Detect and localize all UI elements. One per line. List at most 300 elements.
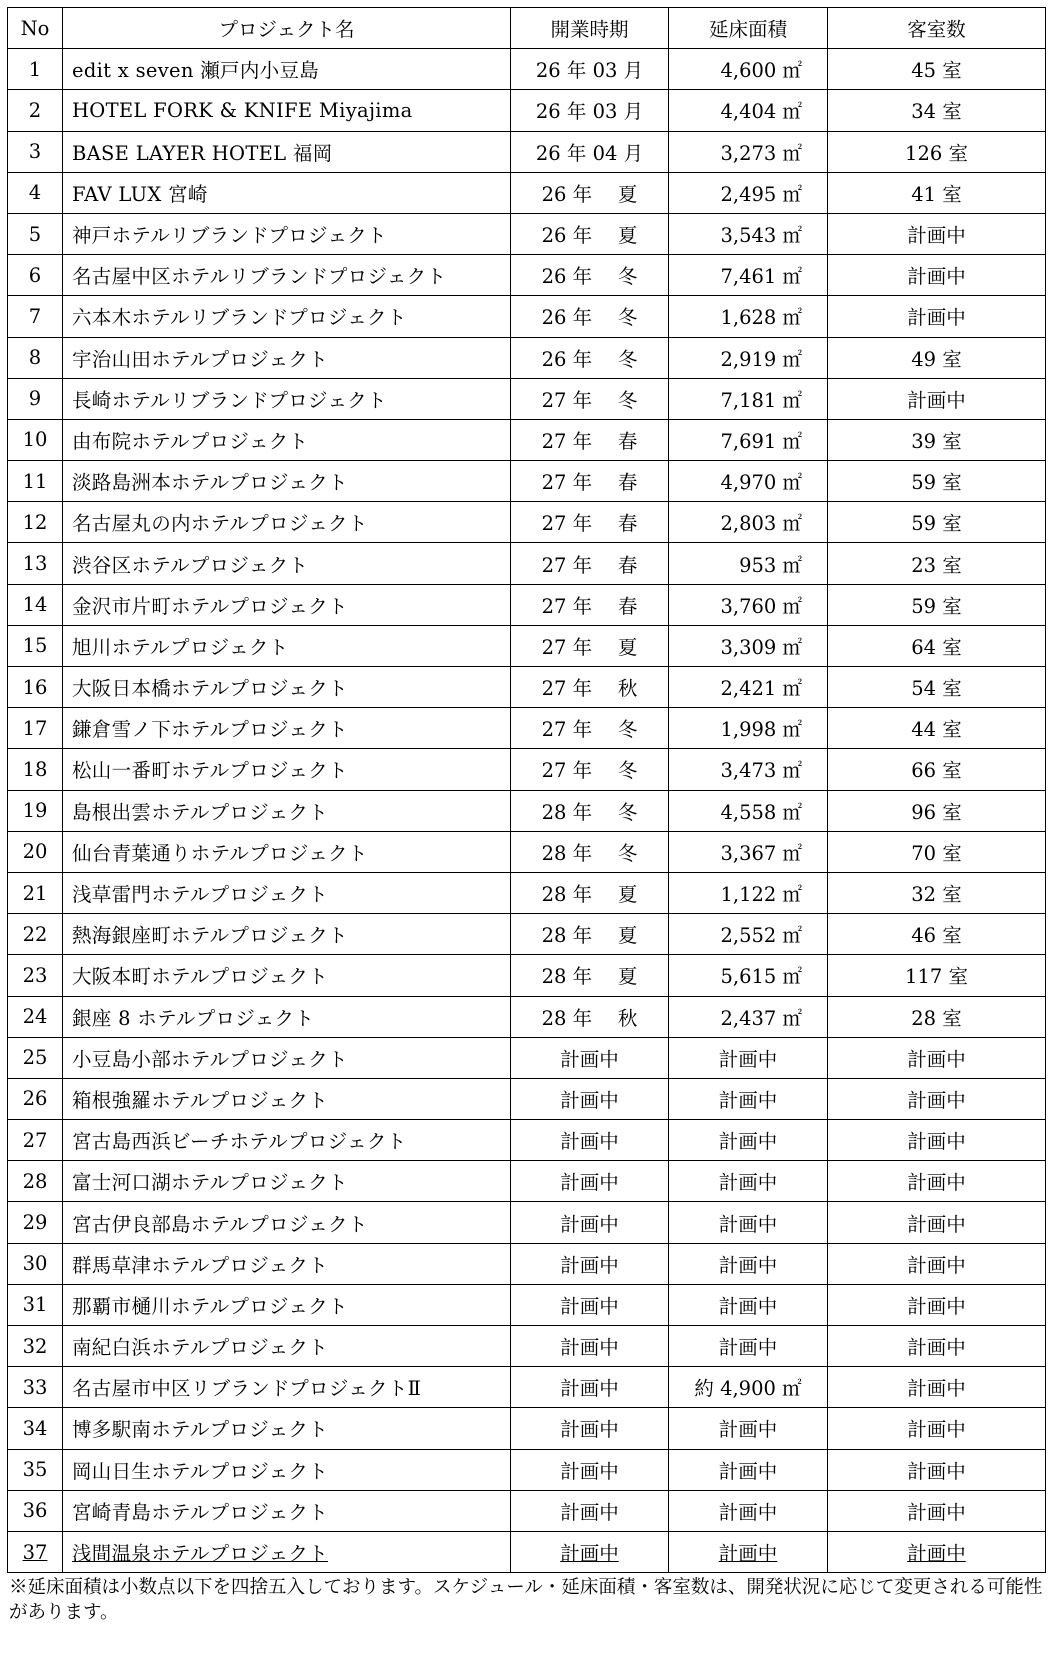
row-number	[8, 1120, 63, 1161]
opening-period	[511, 625, 669, 666]
row-number	[8, 749, 63, 790]
project-name-text: 富士河口湖ホテルプロジェクト	[72, 1171, 348, 1195]
floor-area	[669, 461, 828, 502]
row-number	[8, 1202, 63, 1243]
row-number-text: 2	[28, 98, 42, 122]
room-count-text: 計画中	[907, 1377, 966, 1401]
project-name-text: 六本木ホテルリブランドプロジェクト	[72, 306, 407, 330]
table-row	[8, 584, 1046, 625]
table-row	[8, 872, 1046, 913]
opening-period	[511, 543, 669, 584]
row-number	[8, 378, 63, 419]
floor-area-text: 3,760 ㎡	[720, 594, 802, 618]
floor-area-text: 計画中	[718, 1294, 778, 1318]
project-name-text: 箱根強羅ホテルプロジェクト	[72, 1088, 329, 1112]
floor-area-text: 計画中	[718, 1047, 778, 1071]
floor-area	[669, 1284, 828, 1325]
row-number-text: 20	[22, 840, 48, 864]
row-number	[8, 172, 63, 213]
opening-period	[511, 172, 669, 213]
room-count-text: 計画中	[907, 1088, 966, 1112]
project-name-text: 神戸ホテルリブランドプロジェクト	[72, 224, 387, 248]
room-count	[828, 1202, 1046, 1243]
room-count-text: 計画中	[907, 1418, 966, 1442]
row-number	[8, 419, 63, 460]
room-count	[828, 131, 1046, 172]
row-number	[8, 625, 63, 666]
room-count	[828, 996, 1046, 1037]
opening-period-text: 26 年 冬	[541, 265, 638, 289]
room-count-text: 計画中	[907, 1459, 966, 1483]
project-name-text: 浅草雷門ホテルプロジェクト	[72, 883, 329, 907]
opening-period-text: 28 年 夏	[541, 883, 638, 907]
floor-area-text: 3,543 ㎡	[720, 224, 802, 248]
row-number	[8, 296, 63, 337]
room-count-text: 34 室	[911, 100, 962, 124]
floor-area	[669, 667, 828, 708]
room-count-text: 39 室	[911, 429, 962, 453]
floor-area	[669, 49, 828, 90]
room-count	[828, 831, 1046, 872]
row-number	[8, 914, 63, 955]
table-row	[8, 213, 1046, 254]
opening-period-text: 計画中	[560, 1253, 619, 1277]
row-number-text: 26	[22, 1087, 48, 1111]
table-row	[8, 296, 1046, 337]
row-number	[8, 213, 63, 254]
room-count	[828, 419, 1046, 460]
opening-period	[511, 1161, 669, 1202]
opening-period-text: 27 年 春	[541, 594, 638, 618]
row-number	[8, 1490, 63, 1531]
header-opening-period: 開業時期	[511, 8, 669, 49]
opening-period	[511, 1202, 669, 1243]
opening-period-text: 27 年 冬	[541, 718, 638, 742]
room-count-text: 計画中	[907, 1253, 966, 1277]
opening-period-text: 計画中	[560, 1212, 619, 1236]
floor-area	[669, 1078, 828, 1119]
floor-area-text: 計画中	[718, 1418, 778, 1442]
table-row	[8, 255, 1046, 296]
project-name	[63, 749, 511, 790]
opening-period-text: 26 年 夏	[541, 182, 638, 206]
project-name	[63, 1408, 511, 1449]
room-count-text: 117 室	[905, 965, 968, 989]
project-name-text: 松山一番町ホテルプロジェクト	[72, 759, 348, 783]
opening-period-text: 計画中	[560, 1459, 619, 1483]
opening-period	[511, 1037, 669, 1078]
row-number-text: 18	[22, 757, 48, 781]
room-count-text: 49 室	[911, 347, 962, 371]
row-number-text: 29	[22, 1211, 48, 1235]
room-count	[828, 1326, 1046, 1367]
row-number-text: 19	[22, 799, 48, 823]
project-name	[63, 1367, 511, 1408]
floor-area-text: 953 ㎡	[739, 553, 802, 577]
project-name	[63, 914, 511, 955]
room-count-text: 計画中	[907, 1542, 966, 1566]
floor-area-text: 1,998 ㎡	[720, 718, 802, 742]
room-count-text: 45 室	[911, 59, 962, 83]
opening-period	[511, 1120, 669, 1161]
floor-area-text: 計画中	[718, 1336, 778, 1360]
room-count-text: 計画中	[907, 1047, 966, 1071]
floor-area	[669, 296, 828, 337]
row-number	[8, 831, 63, 872]
opening-period-text: 28 年 秋	[541, 1006, 638, 1030]
floor-area	[669, 419, 828, 460]
opening-period	[511, 1408, 669, 1449]
project-name-text: 仙台青葉通りホテルプロジェクト	[72, 841, 368, 865]
table-row	[8, 1449, 1046, 1490]
floor-area	[669, 213, 828, 254]
opening-period	[511, 996, 669, 1037]
opening-period-text: 計画中	[560, 1418, 619, 1442]
row-number	[8, 543, 63, 584]
row-number-text: 34	[22, 1416, 48, 1440]
opening-period	[511, 213, 669, 254]
room-count-text: 54 室	[911, 677, 962, 701]
opening-period-text: 27 年 冬	[541, 759, 638, 783]
table-body	[8, 49, 1046, 1573]
project-name	[63, 625, 511, 666]
floor-area	[669, 1161, 828, 1202]
room-count-text: 59 室	[911, 471, 962, 495]
floor-area-text: 2,495 ㎡	[720, 182, 802, 206]
project-name	[63, 543, 511, 584]
row-number-text: 3	[28, 140, 42, 164]
table-row	[8, 1367, 1046, 1408]
project-name-text: 銀座 8 ホテルプロジェクト	[72, 1006, 315, 1030]
project-name-text: HOTEL FORK & KNIFE Miyajima	[72, 98, 413, 122]
room-count	[828, 90, 1046, 131]
row-number	[8, 708, 63, 749]
row-number	[8, 502, 63, 543]
room-count-text: 計画中	[907, 265, 966, 289]
room-count	[828, 584, 1046, 625]
floor-area	[669, 1490, 828, 1531]
room-count	[828, 296, 1046, 337]
floor-area-text: 計画中	[718, 1500, 778, 1524]
table-row	[8, 996, 1046, 1037]
row-number	[8, 1243, 63, 1284]
project-name-text: 長崎ホテルリブランドプロジェクト	[72, 388, 387, 412]
table-row	[8, 1408, 1046, 1449]
table-row	[8, 625, 1046, 666]
row-number-text: 1	[28, 57, 42, 81]
project-name-text: 由布院ホテルプロジェクト	[72, 429, 309, 453]
project-name	[63, 708, 511, 749]
project-name	[63, 255, 511, 296]
opening-period-text: 26 年 夏	[541, 224, 638, 248]
header-no: No	[8, 8, 63, 49]
room-count-text: 計画中	[907, 1130, 966, 1154]
room-count	[828, 543, 1046, 584]
row-number-text: 25	[22, 1046, 48, 1070]
room-count-text: 計画中	[907, 1212, 966, 1236]
project-name-text: 群馬草津ホテルプロジェクト	[72, 1253, 329, 1277]
row-number	[8, 1531, 63, 1572]
floor-area-text: 7,691 ㎡	[720, 429, 802, 453]
floor-area	[669, 872, 828, 913]
opening-period-text: 27 年 夏	[541, 635, 638, 659]
row-number-text: 32	[22, 1334, 48, 1358]
floor-area	[669, 131, 828, 172]
floor-area-text: 計画中	[718, 1088, 778, 1112]
opening-period	[511, 584, 669, 625]
row-number-text: 13	[22, 552, 48, 576]
project-name-text: 浅間温泉ホテルプロジェクト	[72, 1542, 329, 1566]
table-row	[8, 1202, 1046, 1243]
project-name	[63, 584, 511, 625]
project-name-text: 名古屋市中区リブランドプロジェクトⅡ	[72, 1377, 422, 1401]
floor-area	[669, 1531, 828, 1572]
project-name	[63, 1449, 511, 1490]
project-name	[63, 296, 511, 337]
table-row	[8, 831, 1046, 872]
room-count	[828, 1367, 1046, 1408]
floor-area	[669, 502, 828, 543]
row-number-text: 16	[22, 675, 48, 699]
room-count-text: 計画中	[907, 1500, 966, 1524]
row-number-text: 27	[22, 1128, 48, 1152]
row-number-text: 21	[22, 881, 48, 905]
opening-period	[511, 667, 669, 708]
project-name	[63, 213, 511, 254]
floor-area-text: 1,628 ㎡	[720, 306, 802, 330]
project-name	[63, 378, 511, 419]
project-name-text: 宇治山田ホテルプロジェクト	[72, 347, 329, 371]
table-header-row	[8, 8, 1046, 49]
project-name-text: 熱海銀座町ホテルプロジェクト	[72, 924, 348, 948]
row-number	[8, 872, 63, 913]
floor-area	[669, 584, 828, 625]
floor-area-text: 2,919 ㎡	[720, 347, 802, 371]
room-count	[828, 1120, 1046, 1161]
opening-period-text: 26 年 冬	[541, 347, 638, 371]
row-number	[8, 461, 63, 502]
opening-period	[511, 1449, 669, 1490]
room-count-text: 計画中	[907, 224, 966, 248]
opening-period-text: 26 年 冬	[541, 306, 638, 330]
floor-area-text: 4,970 ㎡	[720, 471, 802, 495]
row-number-text: 5	[28, 222, 42, 246]
project-name	[63, 996, 511, 1037]
opening-period	[511, 749, 669, 790]
project-name	[63, 1161, 511, 1202]
row-number-text: 7	[28, 304, 42, 328]
room-count-text: 41 室	[911, 182, 962, 206]
room-count	[828, 790, 1046, 831]
opening-period-text: 26 年 03 月	[535, 100, 644, 124]
table-row	[8, 914, 1046, 955]
room-count	[828, 872, 1046, 913]
floor-area-text: 計画中	[718, 1171, 778, 1195]
row-number-text: 22	[22, 922, 48, 946]
project-name	[63, 1284, 511, 1325]
room-count	[828, 255, 1046, 296]
opening-period-text: 計画中	[560, 1336, 619, 1360]
floor-area-text: 計画中	[718, 1459, 778, 1483]
opening-period-text: 26 年 04 月	[535, 141, 644, 165]
table-row	[8, 419, 1046, 460]
room-count	[828, 708, 1046, 749]
footnote: ※延床面積は小数点以下を四捨五入しております。スケジュール・延床面積・客室数は、開発状況に応じて変更される可能性があります。	[9, 1577, 1043, 1624]
floor-area	[669, 1202, 828, 1243]
project-name	[63, 461, 511, 502]
room-count	[828, 49, 1046, 90]
room-count	[828, 1161, 1046, 1202]
opening-period-text: 計画中	[560, 1047, 619, 1071]
floor-area	[669, 831, 828, 872]
floor-area-text: 4,558 ㎡	[720, 800, 802, 824]
project-name-text: 島根出雲ホテルプロジェクト	[72, 800, 329, 824]
floor-area	[669, 90, 828, 131]
project-name-text: edit x seven 瀬戸内小豆島	[72, 59, 320, 83]
table-row	[8, 790, 1046, 831]
row-number-text: 8	[28, 346, 42, 370]
table-row	[8, 1161, 1046, 1202]
table-row	[8, 667, 1046, 708]
room-count	[828, 172, 1046, 213]
room-count-text: 計画中	[907, 1171, 966, 1195]
room-count	[828, 1078, 1046, 1119]
table-row	[8, 1037, 1046, 1078]
floor-area-text: 計画中	[718, 1253, 778, 1277]
opening-period	[511, 378, 669, 419]
project-name	[63, 1531, 511, 1572]
header-project-name: プロジェクト名	[63, 8, 511, 49]
opening-period	[511, 790, 669, 831]
room-count-text: 計画中	[907, 388, 966, 412]
project-name-text: 名古屋中区ホテルリブランドプロジェクト	[72, 265, 447, 289]
floor-area	[669, 914, 828, 955]
floor-area-text: 7,461 ㎡	[720, 265, 802, 289]
room-count-text: 70 室	[911, 841, 962, 865]
room-count-text: 計画中	[907, 1336, 966, 1360]
opening-period	[511, 1367, 669, 1408]
project-name-text: 那覇市樋川ホテルプロジェクト	[72, 1294, 348, 1318]
room-count	[828, 213, 1046, 254]
floor-area	[669, 1243, 828, 1284]
project-name-text: 大阪本町ホテルプロジェクト	[72, 965, 329, 989]
floor-area	[669, 1120, 828, 1161]
room-count-text: 23 室	[911, 553, 962, 577]
row-number-text: 24	[22, 1005, 48, 1029]
floor-area	[669, 543, 828, 584]
project-name	[63, 419, 511, 460]
project-name-text: 宮古伊良部島ホテルプロジェクト	[72, 1212, 368, 1236]
floor-area-text: 7,181 ㎡	[720, 388, 802, 412]
project-name-text: 大阪日本橋ホテルプロジェクト	[72, 677, 348, 701]
row-number-text: 33	[22, 1375, 48, 1399]
opening-period	[511, 1284, 669, 1325]
row-number-text: 36	[22, 1499, 48, 1523]
room-count-text: 59 室	[911, 512, 962, 536]
room-count-text: 46 室	[911, 924, 962, 948]
opening-period-text: 計画中	[560, 1542, 619, 1566]
header-floor-area: 延床面積	[669, 8, 828, 49]
row-number-text: 31	[22, 1293, 48, 1317]
opening-period-text: 計画中	[560, 1500, 619, 1524]
row-number-text: 11	[22, 469, 48, 493]
room-count-text: 44 室	[911, 718, 962, 742]
floor-area	[669, 955, 828, 996]
row-number	[8, 337, 63, 378]
floor-area-text: 計画中	[718, 1212, 778, 1236]
row-number	[8, 131, 63, 172]
floor-area-text: 2,437 ㎡	[720, 1006, 802, 1030]
opening-period	[511, 708, 669, 749]
room-count	[828, 378, 1046, 419]
floor-area	[669, 790, 828, 831]
floor-area-text: 計画中	[718, 1542, 778, 1566]
header-room-count: 客室数	[828, 8, 1046, 49]
project-name	[63, 831, 511, 872]
table-row	[8, 337, 1046, 378]
project-name	[63, 1037, 511, 1078]
floor-area	[669, 1037, 828, 1078]
project-name-text: 名古屋丸の内ホテルプロジェクト	[72, 512, 368, 536]
room-count-text: 96 室	[911, 800, 962, 824]
opening-period	[511, 1078, 669, 1119]
row-number-text: 15	[22, 634, 48, 658]
opening-period-text: 計画中	[560, 1377, 619, 1401]
row-number	[8, 1408, 63, 1449]
floor-area	[669, 625, 828, 666]
project-name-text: BASE LAYER HOTEL 福岡	[72, 141, 333, 165]
row-number-text: 30	[22, 1252, 48, 1276]
floor-area	[669, 996, 828, 1037]
opening-period-text: 28 年 夏	[541, 924, 638, 948]
floor-area	[669, 337, 828, 378]
opening-period	[511, 1326, 669, 1367]
opening-period-text: 27 年 秋	[541, 677, 638, 701]
opening-period	[511, 831, 669, 872]
room-count	[828, 1490, 1046, 1531]
opening-period	[511, 914, 669, 955]
project-name	[63, 1120, 511, 1161]
row-number	[8, 996, 63, 1037]
room-count	[828, 337, 1046, 378]
row-number	[8, 1367, 63, 1408]
floor-area	[669, 255, 828, 296]
opening-period	[511, 1243, 669, 1284]
table-row	[8, 708, 1046, 749]
opening-period-text: 27 年 冬	[541, 388, 638, 412]
room-count	[828, 1284, 1046, 1325]
table-row	[8, 378, 1046, 419]
opening-period	[511, 296, 669, 337]
room-count	[828, 1408, 1046, 1449]
row-number	[8, 1037, 63, 1078]
project-name-text: 岡山日生ホテルプロジェクト	[72, 1459, 329, 1483]
floor-area-text: 3,309 ㎡	[720, 635, 802, 659]
floor-area	[669, 1326, 828, 1367]
floor-area	[669, 378, 828, 419]
floor-area-text: 3,473 ㎡	[720, 759, 802, 783]
project-name-text: 淡路島洲本ホテルプロジェクト	[72, 471, 348, 495]
floor-area	[669, 749, 828, 790]
project-name	[63, 172, 511, 213]
opening-period-text: 27 年 春	[541, 512, 638, 536]
row-number	[8, 1449, 63, 1490]
room-count	[828, 955, 1046, 996]
opening-period-text: 28 年 冬	[541, 841, 638, 865]
opening-period	[511, 1531, 669, 1572]
table-row	[8, 1531, 1046, 1572]
project-name	[63, 790, 511, 831]
